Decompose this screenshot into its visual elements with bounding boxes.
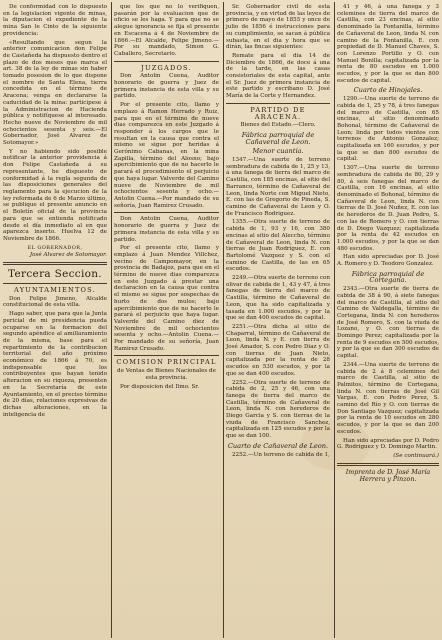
paragraph: Han sido apreciadas por D. José A. Romero y D. Teodoro Gonzalez. [337, 254, 439, 268]
divider [114, 212, 219, 213]
column-2 [111, 0, 222, 640]
fabric-heading: Fábrica parroquial de Cañaveral de Leon. [241, 130, 315, 146]
section-heading: Tercera Seccion. [8, 268, 102, 281]
printer-line-1: Imprenta de D. José María [345, 468, 431, 476]
paragraph: Don Felipe Jimeno, Alcalde constitucional de esta villa. [3, 295, 107, 309]
paragraph: 2343.—Otra suerte de tierra de cabida de 38 á 90, á siete fanegas del marco de Castilla, al sitio del Camino de Valdegalla, término de Cortegana, linda N. con herederos de José Romero, S. con la viuda de Lozano, y O. con tierras de Domingo Perez; capitalizada por la renta de 9 escudos en 500 escudos, y por la que se dan 300 escudos de capital. [337, 286, 439, 360]
paragraph: 2249.—Otra suerte de terreno con olivar de cabida de 1, 43 y 47, á tres fanegas de tierra del marco de Castilla, término de Cañaveral de Leon, que ha sido capitalizada y tasada en 1.000 escudos, y por la que se dan 400 escudos de capital. [226, 275, 330, 322]
divider [3, 283, 107, 284]
commission-heading: COMISION PRINCIPAL [116, 358, 217, 367]
paragraph: 2252.—Otra suerte de terreno de cabida de 2, 25 y 46, con una fanega de tierra del marco de Castilla, término de Cañaveral de Leon, linda N. con herederos de Diego Garcia y S. con tierras de la viuda de Francisco Sanchez, capitalizada en 125 escudos y por la que se dan 100. [226, 379, 330, 440]
commission-subheading: de Ventas de Bienes Nacionales de esta provincia. [117, 368, 216, 381]
paragraph: Don Antolin Cuena, Auditor honorario de guerra y Juez de primera instancia de esta villa y su partido. [114, 73, 219, 100]
printer-line-2: Herrera y Pinzon. [359, 476, 417, 484]
paragraph: que los que no lo verifiquen, pasarán por la evaluacion que de oficio se les haga. Y para que no se alegue ignorancia se fija el presente en Escacena á 4 de Noviembre de 1866.—El Alcalde, Felipe Jimeno.—Por su mandado, Simon G. Caballero, Secretario. [114, 4, 219, 57]
amount-heading: Menor cuantía. [252, 147, 304, 156]
place-heading: Cuarto de Hinojales. [353, 86, 423, 95]
paragraph: Por el presente cito, llamo y emplazo á Juan Mendez Villchez, vecino de Campomayor, en la provincia de Badajoz, para que en el término de nueve dias comparezca en este Juzgado á prestar una declaracion en la causa que contra el mismo se sigue por sospechas de hurto de dos mulos; bajo apercibimiento que de no hacerlo le parará el perjuicio que haya lugar. Valverde del Camino diez de Noviembre de mil ochocientos sesenta y ocho.—Antolin Cuena.—Por mandado de su señoría, Juan Ramirez Crusado. [114, 245, 219, 352]
paragraph: 41 y 46, á una fanega y 3 celemines de tierra del marco de Castilla, con 23 encinas, al sitio denominado la Fontanilla, término de Cañaveral de Leon, linda N. con camino de la Fontanilla, E. con propiedad de D. Manuel Chaves, S. con Lorenzo Portillo y O. con Manuel Bonilla; capitalizada por la renta de 80 escudos en 1.000 escudos, y por la que se dan 800 escudos de capital. [337, 4, 439, 84]
paragraph: «Resultando que segun la anterior comunicacion don Felipe de Castañeda ha dispuesto dentro el plazo de dos meses que marca el art. 38 de la ley de minas sin haber tomado posesion de lo que dispone el nombre de Santa Elena, tierra concedida en el término de Aracena; venga en declararse la caducidad de la mina: participese á la Administracion de Hacienda pública y notifíquese al interesado. Hecho nueve de Noviembre de mil ochocientos sesenta y seis.—El Gobernador, José Alvarez de Sotomayor.» [3, 39, 107, 147]
paragraph: 1290.—Una suerte de terreno de cabida de 1, 25 y 78, á tres fanegas del marco de Castilla, con 65 encinas, al sitio denominado Bohonal, término de Cañaveral de Leon; linda por todos vientos con terrenos de Antonio Gonzalez; capitalizada en 160 escudos, y por la que se dan 800 escudos de capital. [337, 96, 439, 163]
paragraph: 2344.—Una suerte de terreno de cabida de 2 á 8 celemines del marco de Castilla, al sitio de Palmitos, término de Cortegana, linda N. con tierras de José Gil Vargas, E. con Pedro Perez, S. camino del Río y O. con tierras de Don Santiago Vazquez; capitalizada por la renta de 10 escudos en 280 escudos, y por la que se dan 200 escudos. [337, 361, 439, 435]
paragraph: 1347.—Una suerte de terreno sembradura de cabida de 1, 25 y 13, á una fanega de tierra del marco de Castilla, con 185 encinas, al sitio del Barranco, término de Cañaveral de Leon, linda Norte con Miguel Nieto, E. con las de Gregorio de Pineda, S. camino de Cañaveral de Leon y O. de Francisco Rodriguez. [226, 157, 330, 217]
fabric-heading: Fábrica parroquial de Cortegana. [351, 269, 425, 285]
paragraph: Y no habiendo sido posible notificar la anterior providencia á don Felipe Castañeda á su representante, he dispuesto de conformidad á la regla segunda de las disposiciones generales del reglamento para la ejecucion de la ley reformada de 6 de Marzo último, se publique el presente anuncio en el Boletín oficial de la provincia para que se entienda notificado desde el día inmediato al en que aparezca inserto. Huelva 12 de Noviembre de 1866. [3, 148, 107, 242]
signature-title: EL GOBERNADOR, [27, 244, 83, 251]
paragraph: Por disposicion del Ilmo. Sr. [120, 383, 200, 390]
paragraph: Por el presente cito, llamo y emplazo á Ramon Herrado y Ruiz, para que en el término de nueve dias comparezca en este Juzgado á responder á los cargos que le resultan en la causa que contra el mismo se sigue por heridas á Gerónimo Cabanas, en la mina Zapilla, término del Alosno; bajo apercibimiento que de no hacerlo le parará el procedimiento el perjuicio que haya lugar. Valverde del Camino nueve de Noviembre de mil ochocientos sesenta y ocho.—Antolin Cuena.—Por mandado de su señoría, Juan Ramirez Crusado. [114, 102, 219, 209]
paragraph: 1307.—Una suerte de terreno sembradura de cabida de 80, 29 y 80, á seis fanegas del marco de Castilla, con 16 encinas, al sitio denominado el Bohonal, término de Cañaveral de Leon, linda N. con tierras de D. José Nuñez, E. con las de herederos de D. Juan Pedro, S. con las de Romero y O. con tierras de D. Diego Vazquez; capitalizada por la renta de 42 escudos en 1.000 escudos, y por la que se dan 480 escudos. [337, 165, 439, 252]
district-heading: PARTIDO DE ARACENA. [250, 105, 306, 121]
paragraph: 2251.—Otra dicha al sitio de Chaparral, término de Cañaveral de Leon, linda N. y E. con tierra de José Amador, S. con Pedro Diaz y O. con tierras de Juan Nieto, capitalizada por la renta de 28 escudos en 530 escudos, y por la que se dan 400 escudos. [226, 323, 330, 377]
paragraph: Sr. Gobernador civil de esta provincia, y en virtud de las leyes de primero de mayo de 1855 y once de julio de 1856 é instrucciones para su cumplimiento, se sacan á pública subasta, en el dia y hora que se dirán, las fincas siguientes: [226, 4, 331, 51]
column-4 [334, 0, 442, 640]
section-heading: JUZGADOS. [141, 63, 192, 72]
divider [226, 103, 330, 104]
estate-heading: Bienes del Estado.—Clero. [240, 122, 316, 129]
divider [337, 463, 439, 466]
column-3 [223, 0, 333, 640]
paragraph: Han sido apreciadas por D. Pedro G. Rodriguez y D. Domingo Martin. [337, 437, 439, 451]
paragraph: 1355.—Otra suerte de terreno de cabida de 1, 93 y 16, con 380 encinas al sitio del Aleccho, término de Cañaveral de Leon, linda N. con tierras de Juan Rodriguez, E. con Bartolomé Vazquez y S. con el camino de Castilla, de las en 65 escudos. [226, 219, 330, 273]
paragraph: De conformidad con lo dispuesto en la legislacion vigente de minas, la diputacion el expediente de la mina San le Cinto de la siguiente providencia: [3, 4, 107, 37]
paragraph: 2252.—Un terreno de cabida de 1, [232, 451, 330, 458]
place-heading: Cuarto de Cañaveral de Leon. [227, 441, 329, 450]
divider [114, 355, 219, 356]
column-1 [0, 0, 110, 640]
divider [3, 262, 107, 265]
paragraph: Hago saber, que para que la Junta pericial de mi presidencia pueda ocuparse en la formacion del segundo apéndice al amillaramiento de la misma, base para el repartimiento de la contribucion territorial del año próximo económico de 1866 á 70, es indispensable que los contribuyentes que hayan tenido alteracion en su riqueza, presenten en la Secretaría de este Ayuntamiento, en el preciso término de 20 días, relaciones expresivas de dichas alteraciones, en la inteligencia de [3, 311, 107, 418]
signature-name: José Alvarez de Sotomayor. [29, 252, 107, 259]
divider [114, 61, 219, 62]
paragraph: Remate para el dia 14 de Diciembre de 1866, de doce á una de la tarde, en las casas consistoriales de esta capital, ante el Sr. Juez de primera instancia de este partido y escribano D. José María de la Corte y Hernandez. [226, 52, 330, 100]
continued-note: (Se continuará.) [393, 453, 439, 459]
paragraph: Don Antolin Cuena, Auditor honorario de guerra y Juez de primera instancia de esta villa y su partido. [114, 216, 219, 243]
subsection-heading: AYUNTAMIENTOS. [14, 286, 96, 295]
